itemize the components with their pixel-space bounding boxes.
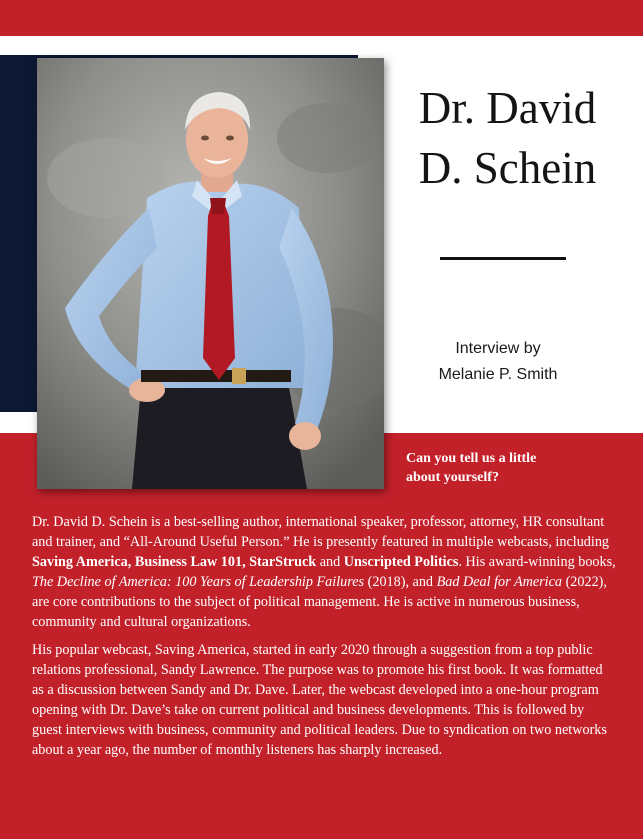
question-line-1: Can you tell us a little <box>406 451 537 466</box>
p1-bold-webcasts: Saving America, Business Law 101, StarStruck <box>32 554 317 570</box>
p1-text-4: (2018), and <box>364 574 437 590</box>
p1-text-3: . His award-winning books, <box>458 554 616 570</box>
p1-text-2: and <box>316 554 344 570</box>
name-line-2: D. Schein <box>418 143 597 193</box>
p1-text-5: (2022), are core contributions to the subject of political management. He is active in numerous business, community and cultural organizations. <box>32 574 607 630</box>
question-line-2: about yourself? <box>406 470 499 485</box>
top-red-stripe <box>0 0 643 36</box>
interviewee-name <box>400 78 615 198</box>
byline <box>410 336 586 388</box>
interview-question <box>406 449 606 487</box>
byline-line-1: Interview by <box>455 340 541 357</box>
name-line-1: Dr. David <box>418 83 597 133</box>
p1-text-1: Dr. David D. Schein is a best-selling author, international speaker, professor, attorney, HR consultant and trainer, and “All-Around Useful Person.” He is presently featured in multiple webcasts, including <box>32 514 610 550</box>
answer-paragraph-1 <box>32 512 617 632</box>
byline-author: Melanie P. Smith <box>438 366 558 383</box>
p1-bold-unscripted: Unscripted Politics <box>343 554 459 570</box>
p1-book-title-2: Bad Deal for America <box>436 574 563 590</box>
name-divider <box>440 257 566 260</box>
p1-book-title-1: The Decline of America: 100 Years of Leadership Failures <box>32 574 365 590</box>
portrait-photo <box>37 58 384 489</box>
answer-body <box>32 512 617 768</box>
answer-paragraph-2: His popular webcast, Saving America, started in early 2020 through a suggestion from a top public relations professional, Sandy Lawrence. The purpose was to promote his first book. It was formatted as a discussion between Sandy and Dr. Dave. Later, the webcast developed into a one-hour program opening with Dr. Dave’s take on current political and business developments. This is followed by guest interviews with business, community and political leaders. Due to syndication on two networks about a year ago, the number of monthly listeners has sharply increased. <box>32 642 607 758</box>
